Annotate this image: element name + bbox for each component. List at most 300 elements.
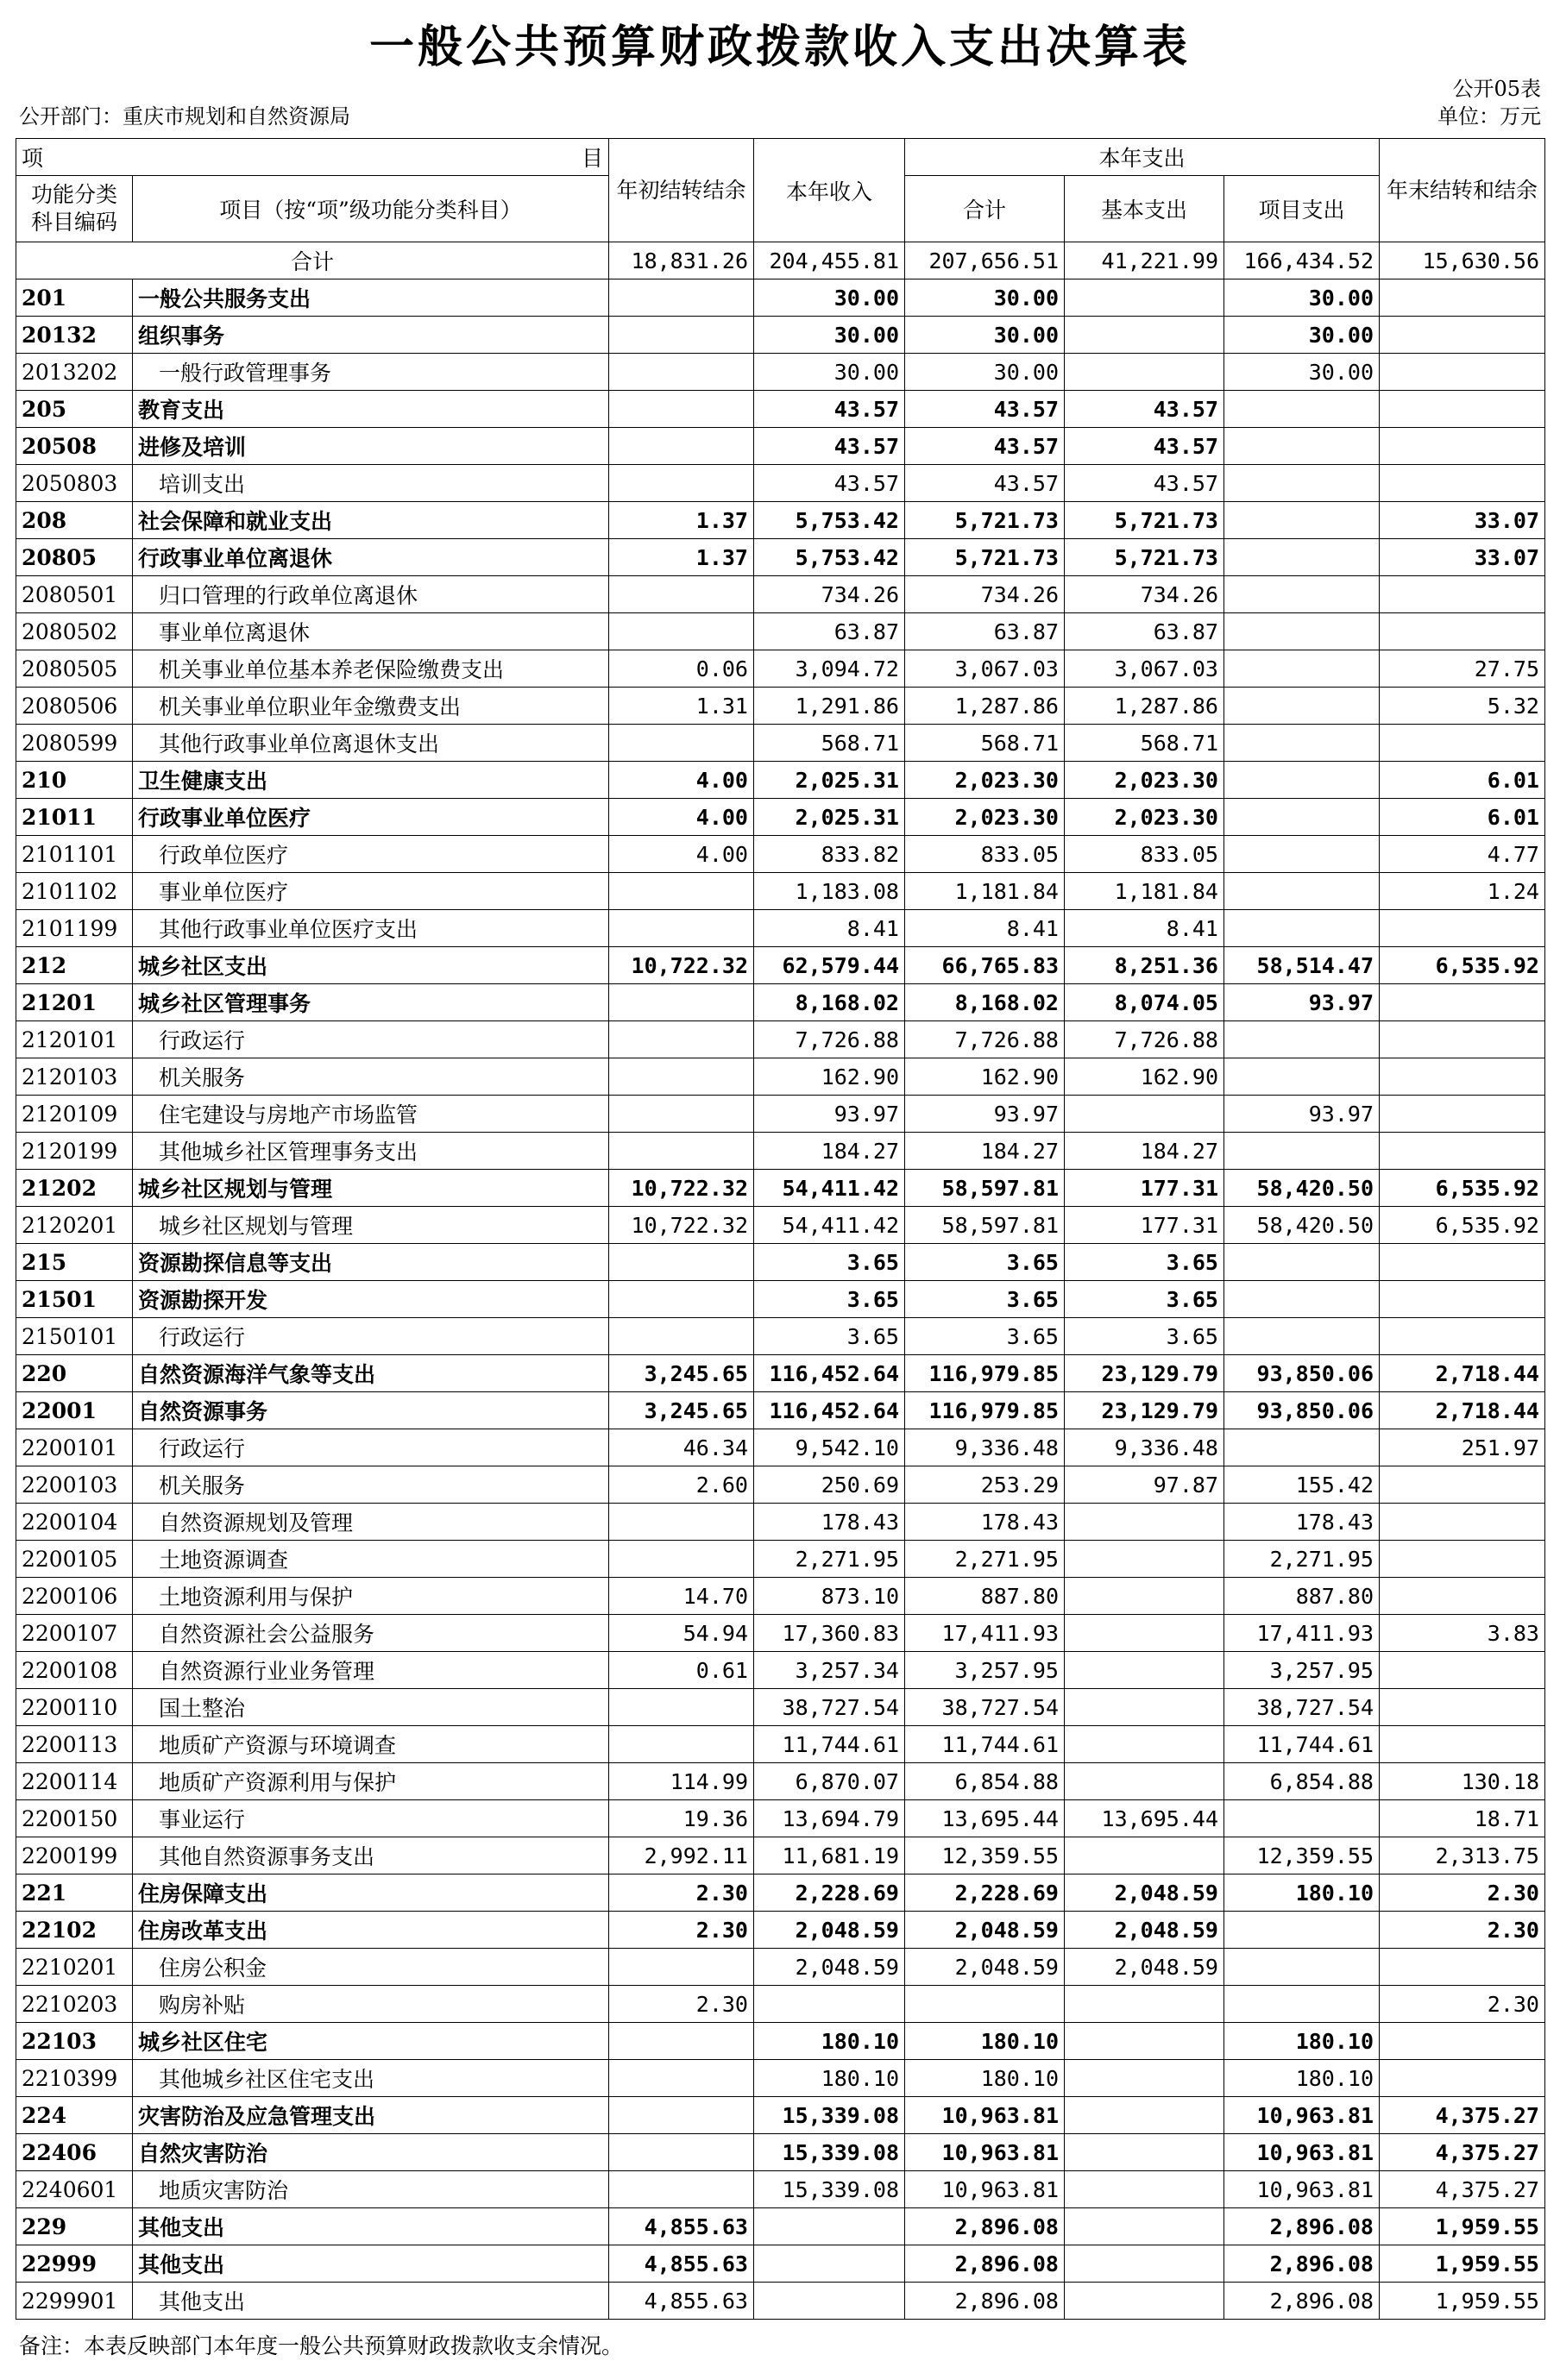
row-end: 4,375.27 [1380,2134,1545,2171]
row-project [1224,1912,1380,1949]
row-begin: 14.70 [609,1578,754,1615]
row-begin: 3,245.65 [609,1355,754,1392]
row-income: 13,694.79 [754,1800,905,1837]
row-code: 2200107 [16,1615,133,1652]
row-name: 自然资源规划及管理 [133,1504,609,1541]
table-row [16,2023,1545,2060]
row-project: 155.42 [1224,1466,1380,1504]
row-total: 58,597.81 [905,1207,1065,1244]
row-name: 城乡社区规划与管理 [133,1207,609,1244]
row-project [1224,650,1380,688]
row-project: 58,420.50 [1224,1170,1380,1207]
row-code: 2200199 [16,1837,133,1874]
row-basic: 97.87 [1065,1466,1224,1504]
row-name: 机关事业单位基本养老保险缴费支出 [133,650,609,688]
row-code: 210 [16,762,133,799]
table-row [16,1466,1545,1504]
row-income: 62,579.44 [754,947,905,984]
row-end [1380,317,1545,354]
row-basic [1065,2023,1224,2060]
table-row [16,1133,1545,1170]
row-begin [609,1096,754,1133]
row-basic [1065,317,1224,354]
row-income: 43.57 [754,465,905,502]
row-begin: 46.34 [609,1429,754,1466]
row-begin [609,910,754,947]
row-basic: 177.31 [1065,1170,1224,1207]
row-end: 1,959.55 [1380,2245,1545,2283]
row-end: 2,313.75 [1380,1837,1545,1874]
row-name: 社会保障和就业支出 [133,502,609,539]
total-label: 合计 [16,242,609,279]
row-basic: 23,129.79 [1065,1355,1224,1392]
row-project: 93,850.06 [1224,1392,1380,1429]
row-total: 43.57 [905,391,1065,428]
row-basic: 5,721.73 [1065,502,1224,539]
row-total: 3.65 [905,1318,1065,1355]
row-name: 行政单位医疗 [133,836,609,873]
row-end: 5.32 [1380,688,1545,725]
row-basic: 1,287.86 [1065,688,1224,725]
row-income [754,2245,905,2283]
row-total: 43.57 [905,428,1065,465]
row-code: 2240601 [16,2171,133,2208]
row-code: 224 [16,2097,133,2134]
header-begin-balance: 年初结转结余 [609,139,754,242]
row-project [1224,799,1380,836]
table-row [16,2245,1545,2283]
row-code: 21202 [16,1170,133,1207]
row-end [1380,2023,1545,2060]
row-end: 6,535.92 [1380,1170,1545,1207]
table-row [16,1170,1545,1207]
row-name: 组织事务 [133,317,609,354]
row-begin [609,1133,754,1170]
row-project: 93,850.06 [1224,1355,1380,1392]
table-row [16,910,1545,947]
row-end: 1,959.55 [1380,2208,1545,2245]
row-begin: 2.30 [609,1986,754,2023]
row-name: 资源勘探开发 [133,1281,609,1318]
row-code: 2101102 [16,873,133,910]
row-income: 2,048.59 [754,1949,905,1986]
row-name: 行政运行 [133,1318,609,1355]
row-code: 2200110 [16,1689,133,1726]
row-total: 30.00 [905,317,1065,354]
row-income [754,1986,905,2023]
table-row [16,725,1545,762]
row-name: 自然资源海洋气象等支出 [133,1355,609,1392]
row-end: 2,718.44 [1380,1355,1545,1392]
row-begin [609,1244,754,1281]
row-end: 33.07 [1380,539,1545,576]
row-code: 2080501 [16,576,133,613]
table-row [16,2134,1545,2171]
form-number: 公开05表 [1452,77,1541,101]
total-expense: 207,656.51 [905,242,1065,279]
row-begin: 10,722.32 [609,947,754,984]
table-row [16,1429,1545,1466]
row-name: 进修及培训 [133,428,609,465]
row-name: 机关事业单位职业年金缴费支出 [133,688,609,725]
row-income: 6,870.07 [754,1763,905,1800]
table-row [16,947,1545,984]
row-begin [609,1021,754,1058]
row-income: 15,339.08 [754,2171,905,2208]
row-income: 93.97 [754,1096,905,1133]
row-begin [609,576,754,613]
row-name: 城乡社区管理事务 [133,984,609,1021]
row-income: 43.57 [754,391,905,428]
row-total: 38,727.54 [905,1689,1065,1726]
table-row [16,1021,1545,1058]
row-end [1380,1689,1545,1726]
row-begin [609,1058,754,1096]
row-income: 180.10 [754,2023,905,2060]
row-project: 10,963.81 [1224,2134,1380,2171]
row-basic [1065,1615,1224,1652]
row-name: 城乡社区规划与管理 [133,1170,609,1207]
row-basic [1065,1578,1224,1615]
total-project: 166,434.52 [1224,242,1380,279]
row-name: 行政事业单位离退休 [133,539,609,576]
row-income: 833.82 [754,836,905,873]
row-basic: 9,336.48 [1065,1429,1224,1466]
row-end: 6,535.92 [1380,947,1545,984]
row-code: 2150101 [16,1318,133,1355]
row-name: 城乡社区支出 [133,947,609,984]
table-row [16,873,1545,910]
row-project: 58,514.47 [1224,947,1380,984]
table-body [16,242,1545,2320]
row-begin: 114.99 [609,1763,754,1800]
header-func-code: 功能分类科目编码 [16,176,133,242]
row-name: 国土整治 [133,1689,609,1726]
row-basic: 184.27 [1065,1133,1224,1170]
row-begin [609,354,754,391]
row-income: 54,411.42 [754,1170,905,1207]
row-name: 土地资源利用与保护 [133,1578,609,1615]
row-income: 3.65 [754,1244,905,1281]
row-basic [1065,2171,1224,2208]
row-name: 卫生健康支出 [133,762,609,799]
row-name: 住房改革支出 [133,1912,609,1949]
row-basic: 43.57 [1065,391,1224,428]
row-basic [1065,1837,1224,1874]
row-code: 2101101 [16,836,133,873]
row-code: 21201 [16,984,133,1021]
row-total: 887.80 [905,1578,1065,1615]
row-total: 6,854.88 [905,1763,1065,1800]
budget-table [16,138,1545,2320]
row-income: 17,360.83 [754,1615,905,1652]
table-row [16,984,1545,1021]
row-code: 215 [16,1244,133,1281]
row-total: 93.97 [905,1096,1065,1133]
row-end [1380,1318,1545,1355]
row-total: 5,721.73 [905,539,1065,576]
table-row [16,1912,1545,1949]
row-end: 2.30 [1380,1986,1545,2023]
row-begin: 0.06 [609,650,754,688]
table-row [16,762,1545,799]
row-basic: 13,695.44 [1065,1800,1224,1837]
row-name: 自然资源行业业务管理 [133,1652,609,1689]
table-row [16,1615,1545,1652]
row-income: 11,681.19 [754,1837,905,1874]
row-begin: 19.36 [609,1800,754,1837]
row-project [1224,688,1380,725]
row-code: 2200114 [16,1763,133,1800]
row-code: 2013202 [16,354,133,391]
row-name: 事业单位医疗 [133,873,609,910]
row-total: 8.41 [905,910,1065,947]
total-begin: 18,831.26 [609,242,754,279]
row-end: 6.01 [1380,799,1545,836]
row-income: 9,542.10 [754,1429,905,1466]
header-xiang: 项 [22,146,44,171]
row-end [1380,465,1545,502]
row-name: 住房保障支出 [133,1874,609,1912]
row-name: 住房公积金 [133,1949,609,1986]
total-income: 204,455.81 [754,242,905,279]
table-row [16,1392,1545,1429]
table-row [16,576,1545,613]
footnote: 备注：本表反映部门本年度一般公共预算财政拨款收支余情况。 [19,2333,624,2358]
row-basic: 2,023.30 [1065,762,1224,799]
row-basic: 7,726.88 [1065,1021,1224,1058]
row-total: 2,896.08 [905,2245,1065,2283]
row-end: 1,959.55 [1380,2283,1545,2320]
row-name: 行政运行 [133,1021,609,1058]
table-row [16,1652,1545,1689]
table-row [16,354,1545,391]
row-project: 17,411.93 [1224,1615,1380,1652]
row-begin [609,1281,754,1318]
row-total: 2,023.30 [905,799,1065,836]
row-name: 其他支出 [133,2208,609,2245]
row-end [1380,1244,1545,1281]
row-project: 178.43 [1224,1504,1380,1541]
row-begin: 4,855.63 [609,2208,754,2245]
table-row [16,1837,1545,1874]
table-row [16,1578,1545,1615]
row-total: 3.65 [905,1281,1065,1318]
row-begin: 2,992.11 [609,1837,754,1874]
row-begin: 4.00 [609,836,754,873]
table-row [16,1355,1545,1392]
header-end-balance: 年末结转和结余 [1380,139,1545,242]
row-basic: 568.71 [1065,725,1224,762]
row-total: 9,336.48 [905,1429,1065,1466]
row-income: 8.41 [754,910,905,947]
row-end [1380,910,1545,947]
row-code: 20508 [16,428,133,465]
row-name: 事业单位离退休 [133,613,609,650]
row-end: 33.07 [1380,502,1545,539]
table-row [16,1504,1545,1541]
row-total: 10,963.81 [905,2097,1065,2134]
row-project [1224,1429,1380,1466]
row-income: 568.71 [754,725,905,762]
row-name: 其他城乡社区管理事务支出 [133,1133,609,1170]
row-income: 250.69 [754,1466,905,1504]
row-code: 20805 [16,539,133,576]
table-row [16,391,1545,428]
table-row [16,1874,1545,1912]
table-row [16,1689,1545,1726]
header-expense-total: 合计 [905,176,1065,242]
row-project: 180.10 [1224,1874,1380,1912]
row-begin [609,1541,754,1578]
row-total: 17,411.93 [905,1615,1065,1652]
row-basic [1065,2134,1224,2171]
header-expense-group: 本年支出 [905,139,1380,176]
row-basic: 43.57 [1065,428,1224,465]
row-income: 1,183.08 [754,873,905,910]
row-name: 自然资源社会公益服务 [133,1615,609,1652]
row-end [1380,1133,1545,1170]
row-name: 其他行政事业单位离退休支出 [133,725,609,762]
row-basic: 8,251.36 [1065,947,1224,984]
header-item-name: 项目（按“项”级功能分类科目） [133,176,609,242]
table-row [16,317,1545,354]
row-end [1380,1541,1545,1578]
row-begin [609,465,754,502]
row-name: 资源勘探信息等支出 [133,1244,609,1281]
page-title: 一般公共预算财政拨款收入支出决算表 [368,21,1191,73]
table-row [16,539,1545,576]
row-basic: 5,721.73 [1065,539,1224,576]
table-row [16,1318,1545,1355]
row-begin: 4.00 [609,799,754,836]
row-project [1224,502,1380,539]
row-code: 2200104 [16,1504,133,1541]
row-end [1380,576,1545,613]
row-project: 30.00 [1224,354,1380,391]
row-code: 2200103 [16,1466,133,1504]
row-project [1224,1133,1380,1170]
row-income: 63.87 [754,613,905,650]
row-total: 184.27 [905,1133,1065,1170]
row-end: 4,375.27 [1380,2097,1545,2134]
row-total: 253.29 [905,1466,1065,1504]
row-project: 93.97 [1224,984,1380,1021]
row-project: 2,896.08 [1224,2283,1380,2320]
row-project: 180.10 [1224,2060,1380,2097]
row-basic [1065,2060,1224,2097]
row-begin [609,1689,754,1726]
row-begin [609,984,754,1021]
row-basic: 8.41 [1065,910,1224,947]
row-project: 2,271.95 [1224,1541,1380,1578]
row-end [1380,1578,1545,1615]
row-income: 54,411.42 [754,1207,905,1244]
row-basic: 23,129.79 [1065,1392,1224,1429]
row-project [1224,873,1380,910]
total-basic: 41,221.99 [1065,242,1224,279]
row-basic [1065,279,1224,317]
row-total: 116,979.85 [905,1392,1065,1429]
row-begin [609,2134,754,2171]
row-code: 22102 [16,1912,133,1949]
row-basic: 63.87 [1065,613,1224,650]
row-end [1380,613,1545,650]
row-begin: 1.31 [609,688,754,725]
row-total: 10,963.81 [905,2134,1065,2171]
row-basic: 177.31 [1065,1207,1224,1244]
row-name: 其他城乡社区住宅支出 [133,2060,609,2097]
header-income: 本年收入 [754,139,905,242]
table-row [16,1986,1545,2023]
table-row [16,2171,1545,2208]
row-begin: 2.60 [609,1466,754,1504]
row-name: 其他支出 [133,2283,609,2320]
row-end: 3.83 [1380,1615,1545,1652]
row-income: 3,257.34 [754,1652,905,1689]
row-total: 2,048.59 [905,1949,1065,1986]
row-end: 6.01 [1380,762,1545,799]
row-income: 2,228.69 [754,1874,905,1912]
row-begin: 4,855.63 [609,2245,754,2283]
row-total: 43.57 [905,465,1065,502]
table-row [16,688,1545,725]
row-income: 2,271.95 [754,1541,905,1578]
row-begin: 10,722.32 [609,1207,754,1244]
row-total: 2,048.59 [905,1912,1065,1949]
row-basic [1065,1541,1224,1578]
row-end [1380,984,1545,1021]
row-end [1380,391,1545,428]
row-code: 2120199 [16,1133,133,1170]
row-name: 教育支出 [133,391,609,428]
row-code: 2101199 [16,910,133,947]
row-begin [609,613,754,650]
row-income: 30.00 [754,317,905,354]
row-project [1224,1244,1380,1281]
row-total [905,1986,1065,2023]
row-total: 66,765.83 [905,947,1065,984]
department-label: 公开部门：重庆市规划和自然资源局 [19,104,350,129]
row-code: 208 [16,502,133,539]
total-end: 15,630.56 [1380,242,1545,279]
row-total: 7,726.88 [905,1021,1065,1058]
row-end [1380,725,1545,762]
row-name: 一般行政管理事务 [133,354,609,391]
table-row [16,2097,1545,2134]
row-basic: 3.65 [1065,1244,1224,1281]
row-code: 2200113 [16,1726,133,1763]
row-income: 15,339.08 [754,2097,905,2134]
row-total: 8,168.02 [905,984,1065,1021]
row-project: 2,896.08 [1224,2245,1380,2283]
row-code: 2080599 [16,725,133,762]
row-code: 2200106 [16,1578,133,1615]
row-begin [609,1726,754,1763]
row-total: 2,228.69 [905,1874,1065,1912]
row-begin [609,1504,754,1541]
row-income: 15,339.08 [754,2134,905,2171]
row-begin: 4,855.63 [609,2283,754,2320]
row-project [1224,1281,1380,1318]
row-project: 3,257.95 [1224,1652,1380,1689]
row-name: 归口管理的行政单位离退休 [133,576,609,613]
row-code: 21501 [16,1281,133,1318]
row-basic [1065,2097,1224,2134]
row-basic [1065,2245,1224,2283]
row-basic: 1,181.84 [1065,873,1224,910]
row-end: 18.71 [1380,1800,1545,1837]
